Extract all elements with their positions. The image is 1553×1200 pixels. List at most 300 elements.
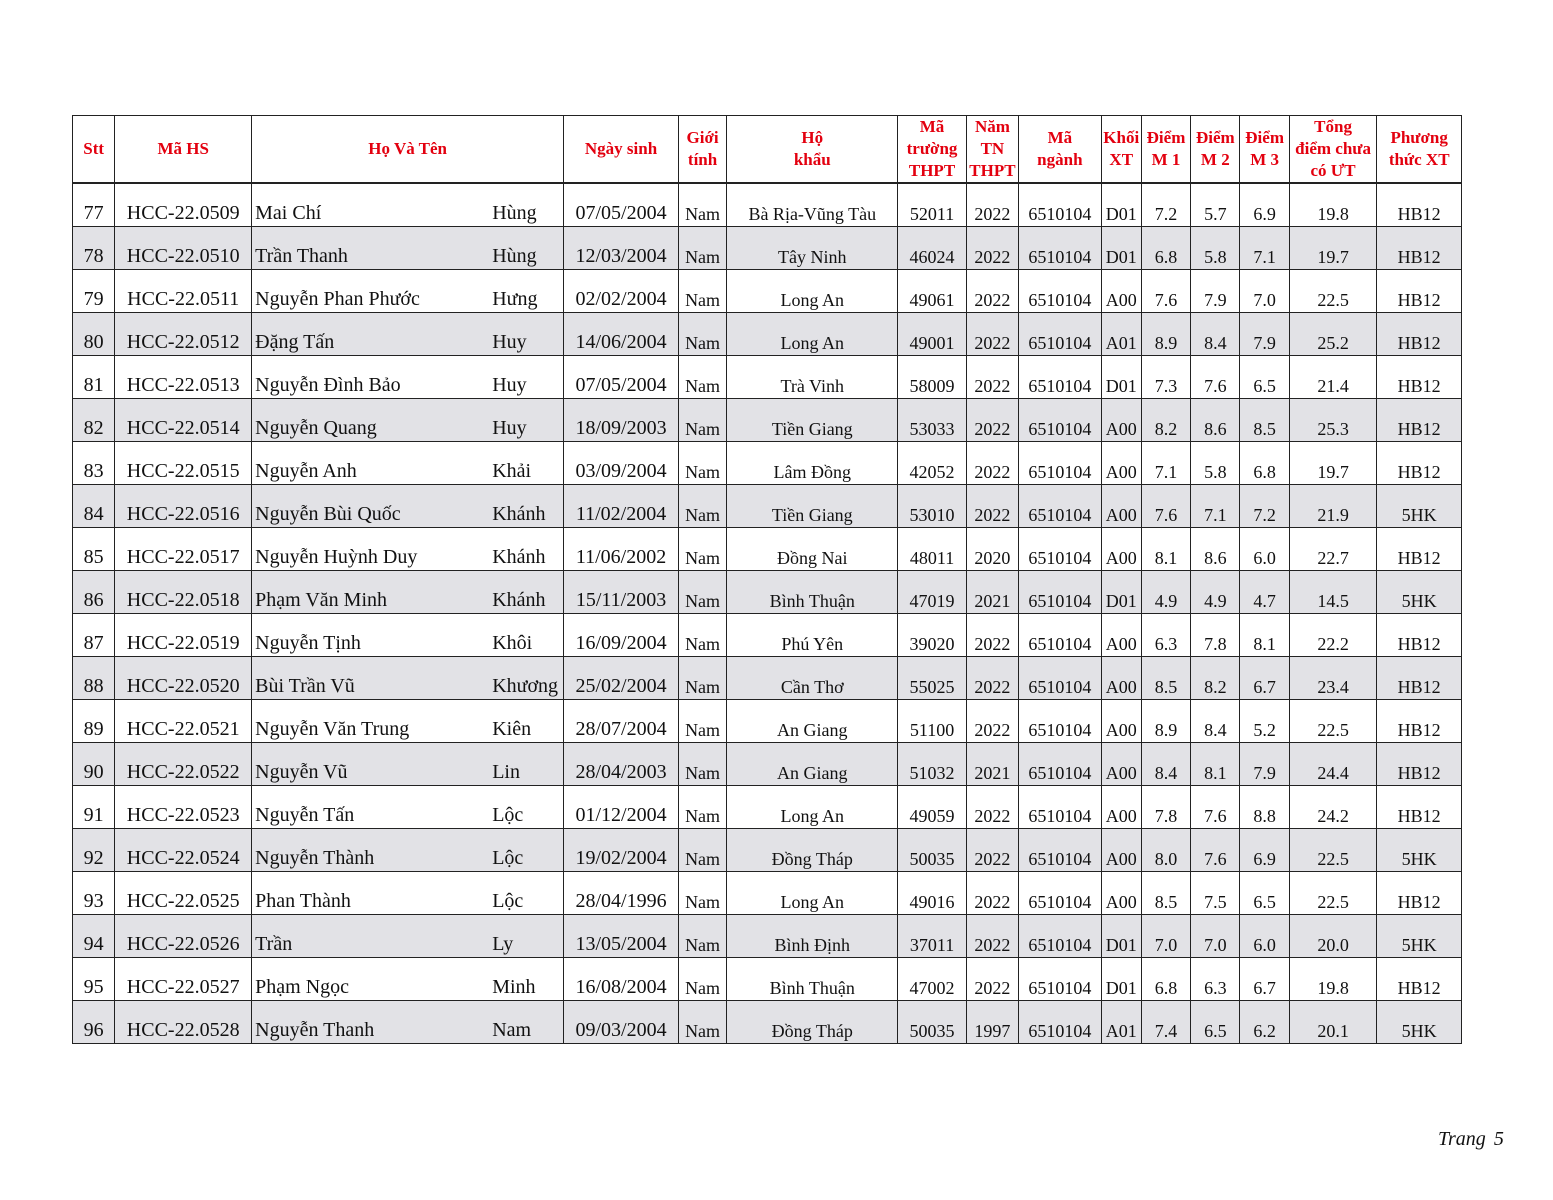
table-row — [73, 700, 1462, 743]
cell-gioi-tinh: Nam — [678, 743, 726, 786]
page-label: Trang — [1438, 1128, 1486, 1150]
cell-phuong-thuc: HB12 — [1377, 743, 1462, 786]
cell-ma-hs: HCC-22.0516 — [115, 485, 252, 528]
header-tong-diem-line3: có ƯT — [1310, 161, 1356, 180]
cell-phuong-thuc: HB12 — [1377, 872, 1462, 915]
cell-ho: Nguyễn Tịnh — [252, 614, 492, 657]
cell-ma-truong: 48011 — [898, 528, 966, 571]
cell-stt: 96 — [73, 1001, 115, 1044]
table-row — [73, 958, 1462, 1001]
cell-diem-m1: 6.3 — [1141, 614, 1190, 657]
cell-ten: Ly — [491, 915, 563, 958]
cell-ma-hs: HCC-22.0521 — [115, 700, 252, 743]
cell-ten: Lộc — [491, 872, 563, 915]
cell-diem-m2: 6.3 — [1191, 958, 1240, 1001]
header-gioi-tinh-line1: Giới — [686, 128, 719, 147]
cell-khoi: D01 — [1101, 915, 1141, 958]
cell-ho: Nguyễn Huỳnh Duy — [252, 528, 492, 571]
cell-tong-diem: 19.8 — [1289, 183, 1377, 227]
cell-diem-m2: 7.0 — [1191, 915, 1240, 958]
cell-stt: 88 — [73, 657, 115, 700]
cell-diem-m1: 8.9 — [1141, 313, 1190, 356]
cell-nam-tn: 2022 — [966, 356, 1018, 399]
cell-ho: Nguyễn Đình Bảo — [252, 356, 492, 399]
cell-ho: Nguyễn Thanh — [252, 1001, 492, 1044]
cell-ma-truong: 51032 — [898, 743, 966, 786]
cell-khoi: D01 — [1101, 571, 1141, 614]
cell-gioi-tinh: Nam — [678, 958, 726, 1001]
cell-gioi-tinh: Nam — [678, 356, 726, 399]
cell-ngay-sinh: 14/06/2004 — [564, 313, 679, 356]
cell-diem-m2: 7.6 — [1191, 829, 1240, 872]
cell-diem-m3: 7.1 — [1240, 227, 1289, 270]
cell-diem-m2: 8.1 — [1191, 743, 1240, 786]
cell-diem-m2: 6.5 — [1191, 1001, 1240, 1044]
cell-diem-m2: 5.8 — [1191, 227, 1240, 270]
cell-ma-nganh: 6510104 — [1019, 829, 1102, 872]
cell-tong-diem: 22.5 — [1289, 700, 1377, 743]
cell-nam-tn: 2022 — [966, 399, 1018, 442]
header-ngay-sinh: Ngày sinh — [564, 116, 679, 184]
cell-ma-hs: HCC-22.0518 — [115, 571, 252, 614]
cell-phuong-thuc: HB12 — [1377, 227, 1462, 270]
table-row — [73, 270, 1462, 313]
cell-ma-truong: 49059 — [898, 786, 966, 829]
header-phuong-thuc-line2: thức XT — [1388, 150, 1450, 169]
cell-ngay-sinh: 09/03/2004 — [564, 1001, 679, 1044]
cell-stt: 86 — [73, 571, 115, 614]
cell-diem-m3: 6.5 — [1240, 356, 1289, 399]
cell-ten: Hùng — [491, 183, 563, 227]
cell-diem-m2: 7.5 — [1191, 872, 1240, 915]
cell-ma-truong: 49061 — [898, 270, 966, 313]
header-phuong-thuc-line1: Phương — [1390, 128, 1448, 147]
cell-khoi: A00 — [1101, 700, 1141, 743]
cell-diem-m3: 5.2 — [1240, 700, 1289, 743]
cell-nam-tn: 2021 — [966, 571, 1018, 614]
cell-diem-m2: 4.9 — [1191, 571, 1240, 614]
cell-ten: Hưng — [491, 270, 563, 313]
cell-ho-khau: Đồng Tháp — [727, 1001, 898, 1044]
cell-ma-truong: 39020 — [898, 614, 966, 657]
cell-ma-nganh: 6510104 — [1019, 700, 1102, 743]
header-diem-m1-line2: M 1 — [1151, 150, 1181, 169]
cell-ten: Minh — [491, 958, 563, 1001]
cell-phuong-thuc: HB12 — [1377, 313, 1462, 356]
cell-khoi: A00 — [1101, 528, 1141, 571]
cell-nam-tn: 2022 — [966, 657, 1018, 700]
cell-phuong-thuc: 5HK — [1377, 1001, 1462, 1044]
header-khoi-xt-line1: Khối — [1103, 128, 1140, 147]
cell-phuong-thuc: HB12 — [1377, 270, 1462, 313]
header-ma-truong-line2: trường — [906, 139, 958, 158]
cell-ten: Nam — [491, 1001, 563, 1044]
cell-ma-truong: 50035 — [898, 1001, 966, 1044]
cell-diem-m3: 6.8 — [1240, 442, 1289, 485]
cell-tong-diem: 19.7 — [1289, 227, 1377, 270]
header-tong-diem — [1289, 116, 1377, 184]
cell-stt: 80 — [73, 313, 115, 356]
cell-ngay-sinh: 13/05/2004 — [564, 915, 679, 958]
cell-stt: 95 — [73, 958, 115, 1001]
cell-nam-tn: 2022 — [966, 872, 1018, 915]
cell-ma-truong: 53033 — [898, 399, 966, 442]
header-nam-tn — [966, 116, 1018, 184]
cell-khoi: A00 — [1101, 829, 1141, 872]
cell-diem-m3: 6.5 — [1240, 872, 1289, 915]
cell-nam-tn: 1997 — [966, 1001, 1018, 1044]
student-admission-table — [72, 115, 1462, 1044]
cell-ma-hs: HCC-22.0524 — [115, 829, 252, 872]
cell-diem-m3: 6.7 — [1240, 657, 1289, 700]
header-khoi-xt — [1101, 116, 1141, 184]
cell-ho: Nguyễn Anh — [252, 442, 492, 485]
cell-ten: Khánh — [491, 571, 563, 614]
cell-ma-nganh: 6510104 — [1019, 958, 1102, 1001]
cell-diem-m3: 6.2 — [1240, 1001, 1289, 1044]
header-tong-diem-line2: điểm chưa — [1295, 139, 1371, 158]
cell-ho-khau: Tây Ninh — [727, 227, 898, 270]
cell-ma-hs: HCC-22.0514 — [115, 399, 252, 442]
cell-diem-m3: 8.8 — [1240, 786, 1289, 829]
cell-diem-m1: 8.1 — [1141, 528, 1190, 571]
cell-stt: 93 — [73, 872, 115, 915]
cell-diem-m1: 7.0 — [1141, 915, 1190, 958]
header-diem-m3-line1: Điểm — [1245, 128, 1284, 147]
cell-ho: Nguyễn Tấn — [252, 786, 492, 829]
table-row — [73, 786, 1462, 829]
cell-stt: 82 — [73, 399, 115, 442]
cell-diem-m3: 8.1 — [1240, 614, 1289, 657]
cell-khoi: A00 — [1101, 614, 1141, 657]
cell-ho: Bùi Trần Vũ — [252, 657, 492, 700]
cell-ma-nganh: 6510104 — [1019, 399, 1102, 442]
cell-nam-tn: 2022 — [966, 700, 1018, 743]
cell-nam-tn: 2022 — [966, 313, 1018, 356]
cell-diem-m1: 8.4 — [1141, 743, 1190, 786]
cell-ma-nganh: 6510104 — [1019, 313, 1102, 356]
cell-tong-diem: 22.5 — [1289, 872, 1377, 915]
cell-ma-hs: HCC-22.0511 — [115, 270, 252, 313]
page-footer — [1438, 1128, 1504, 1151]
header-ho-khau — [727, 116, 898, 184]
cell-stt: 81 — [73, 356, 115, 399]
cell-diem-m1: 4.9 — [1141, 571, 1190, 614]
cell-diem-m3: 7.9 — [1240, 743, 1289, 786]
cell-nam-tn: 2022 — [966, 958, 1018, 1001]
cell-ho-khau: Long An — [727, 313, 898, 356]
cell-stt: 84 — [73, 485, 115, 528]
cell-gioi-tinh: Nam — [678, 786, 726, 829]
cell-phuong-thuc: HB12 — [1377, 356, 1462, 399]
cell-phuong-thuc: 5HK — [1377, 485, 1462, 528]
header-diem-m3-line2: M 3 — [1250, 150, 1280, 169]
cell-ngay-sinh: 18/09/2003 — [564, 399, 679, 442]
cell-phuong-thuc: 5HK — [1377, 829, 1462, 872]
cell-nam-tn: 2022 — [966, 442, 1018, 485]
cell-ho-khau: Trà Vinh — [727, 356, 898, 399]
cell-gioi-tinh: Nam — [678, 399, 726, 442]
cell-diem-m1: 7.6 — [1141, 485, 1190, 528]
cell-ma-truong: 53010 — [898, 485, 966, 528]
cell-ma-truong: 47019 — [898, 571, 966, 614]
cell-stt: 94 — [73, 915, 115, 958]
cell-diem-m1: 8.5 — [1141, 872, 1190, 915]
header-khoi-xt-line2: XT — [1109, 150, 1134, 169]
cell-ten: Huy — [491, 356, 563, 399]
cell-ho-khau: Đồng Tháp — [727, 829, 898, 872]
cell-phuong-thuc: 5HK — [1377, 571, 1462, 614]
cell-nam-tn: 2021 — [966, 743, 1018, 786]
table-row — [73, 528, 1462, 571]
cell-ho: Nguyễn Phan Phước — [252, 270, 492, 313]
header-ho-khau-line1: Hộ — [801, 128, 824, 147]
cell-ten: Kiên — [491, 700, 563, 743]
table-row — [73, 657, 1462, 700]
table-row — [73, 442, 1462, 485]
cell-ma-truong: 49001 — [898, 313, 966, 356]
cell-nam-tn: 2022 — [966, 183, 1018, 227]
cell-gioi-tinh: Nam — [678, 614, 726, 657]
header-row — [73, 116, 1462, 184]
cell-ho: Nguyễn Vũ — [252, 743, 492, 786]
cell-ma-truong: 49016 — [898, 872, 966, 915]
cell-ho: Trần Thanh — [252, 227, 492, 270]
cell-diem-m1: 8.9 — [1141, 700, 1190, 743]
cell-diem-m3: 6.0 — [1240, 528, 1289, 571]
cell-ten: Lộc — [491, 829, 563, 872]
cell-ma-hs: HCC-22.0513 — [115, 356, 252, 399]
header-ma-truong — [898, 116, 966, 184]
cell-ma-hs: HCC-22.0512 — [115, 313, 252, 356]
cell-stt: 79 — [73, 270, 115, 313]
cell-ho: Phan Thành — [252, 872, 492, 915]
table-body — [73, 183, 1462, 1044]
cell-nam-tn: 2022 — [966, 485, 1018, 528]
cell-gioi-tinh: Nam — [678, 829, 726, 872]
table-row — [73, 399, 1462, 442]
cell-ho: Nguyễn Thành — [252, 829, 492, 872]
cell-tong-diem: 25.3 — [1289, 399, 1377, 442]
cell-ho-khau: Phú Yên — [727, 614, 898, 657]
cell-tong-diem: 22.7 — [1289, 528, 1377, 571]
cell-stt: 92 — [73, 829, 115, 872]
cell-ho: Nguyễn Quang — [252, 399, 492, 442]
cell-nam-tn: 2022 — [966, 227, 1018, 270]
cell-diem-m1: 8.2 — [1141, 399, 1190, 442]
cell-gioi-tinh: Nam — [678, 227, 726, 270]
page-number: 5 — [1493, 1128, 1504, 1150]
cell-ten: Khương — [491, 657, 563, 700]
cell-diem-m1: 7.2 — [1141, 183, 1190, 227]
cell-ma-nganh: 6510104 — [1019, 1001, 1102, 1044]
cell-gioi-tinh: Nam — [678, 183, 726, 227]
cell-ho-khau: Bà Rịa-Vũng Tàu — [727, 183, 898, 227]
cell-ma-nganh: 6510104 — [1019, 528, 1102, 571]
cell-diem-m2: 8.4 — [1191, 313, 1240, 356]
cell-diem-m1: 7.8 — [1141, 786, 1190, 829]
table-row — [73, 227, 1462, 270]
cell-ma-nganh: 6510104 — [1019, 227, 1102, 270]
cell-ma-nganh: 6510104 — [1019, 743, 1102, 786]
cell-ma-nganh: 6510104 — [1019, 872, 1102, 915]
cell-gioi-tinh: Nam — [678, 485, 726, 528]
cell-tong-diem: 14.5 — [1289, 571, 1377, 614]
cell-gioi-tinh: Nam — [678, 700, 726, 743]
cell-ngay-sinh: 12/03/2004 — [564, 227, 679, 270]
cell-ma-hs: HCC-22.0528 — [115, 1001, 252, 1044]
header-diem-m3 — [1240, 116, 1289, 184]
cell-gioi-tinh: Nam — [678, 528, 726, 571]
cell-gioi-tinh: Nam — [678, 270, 726, 313]
cell-ma-truong: 46024 — [898, 227, 966, 270]
cell-diem-m1: 7.3 — [1141, 356, 1190, 399]
cell-diem-m3: 6.9 — [1240, 829, 1289, 872]
cell-ma-nganh: 6510104 — [1019, 442, 1102, 485]
cell-khoi: A00 — [1101, 786, 1141, 829]
cell-diem-m2: 7.9 — [1191, 270, 1240, 313]
cell-ngay-sinh: 15/11/2003 — [564, 571, 679, 614]
header-nam-tn-line2: TN — [980, 139, 1005, 158]
cell-ma-truong: 50035 — [898, 829, 966, 872]
cell-ma-truong: 51100 — [898, 700, 966, 743]
cell-nam-tn: 2022 — [966, 915, 1018, 958]
table-header — [73, 116, 1462, 184]
header-gioi-tinh — [678, 116, 726, 184]
cell-ma-truong: 47002 — [898, 958, 966, 1001]
cell-phuong-thuc: HB12 — [1377, 528, 1462, 571]
cell-ma-nganh: 6510104 — [1019, 915, 1102, 958]
cell-ngay-sinh: 28/04/1996 — [564, 872, 679, 915]
cell-ho-khau: Tiền Giang — [727, 399, 898, 442]
cell-tong-diem: 24.4 — [1289, 743, 1377, 786]
cell-ho: Trần — [252, 915, 492, 958]
cell-khoi: A00 — [1101, 657, 1141, 700]
cell-tong-diem: 22.5 — [1289, 829, 1377, 872]
cell-ten: Huy — [491, 313, 563, 356]
cell-ngay-sinh: 01/12/2004 — [564, 786, 679, 829]
cell-diem-m1: 8.5 — [1141, 657, 1190, 700]
cell-phuong-thuc: HB12 — [1377, 183, 1462, 227]
cell-phuong-thuc: HB12 — [1377, 442, 1462, 485]
header-diem-m1 — [1141, 116, 1190, 184]
cell-diem-m3: 7.2 — [1240, 485, 1289, 528]
cell-ma-truong: 58009 — [898, 356, 966, 399]
cell-phuong-thuc: HB12 — [1377, 786, 1462, 829]
cell-khoi: D01 — [1101, 356, 1141, 399]
cell-tong-diem: 25.2 — [1289, 313, 1377, 356]
header-ma-nganh — [1019, 116, 1102, 184]
cell-ma-nganh: 6510104 — [1019, 183, 1102, 227]
header-ma-hs: Mã HS — [115, 116, 252, 184]
cell-ho-khau: Bình Định — [727, 915, 898, 958]
cell-ngay-sinh: 16/08/2004 — [564, 958, 679, 1001]
cell-ngay-sinh: 11/06/2002 — [564, 528, 679, 571]
cell-ho: Mai Chí — [252, 183, 492, 227]
table-row — [73, 872, 1462, 915]
header-ma-nganh-line2: ngành — [1037, 150, 1083, 169]
cell-ho-khau: Bình Thuận — [727, 571, 898, 614]
cell-ngay-sinh: 07/05/2004 — [564, 356, 679, 399]
cell-phuong-thuc: HB12 — [1377, 657, 1462, 700]
cell-ten: Khải — [491, 442, 563, 485]
cell-khoi: A01 — [1101, 313, 1141, 356]
cell-ho: Nguyễn Văn Trung — [252, 700, 492, 743]
cell-ho: Phạm Văn Minh — [252, 571, 492, 614]
cell-phuong-thuc: HB12 — [1377, 399, 1462, 442]
cell-ma-hs: HCC-22.0519 — [115, 614, 252, 657]
cell-ngay-sinh: 28/04/2003 — [564, 743, 679, 786]
cell-ma-hs: HCC-22.0522 — [115, 743, 252, 786]
cell-ma-truong: 55025 — [898, 657, 966, 700]
table-row — [73, 614, 1462, 657]
cell-khoi: A00 — [1101, 485, 1141, 528]
cell-tong-diem: 24.2 — [1289, 786, 1377, 829]
cell-ho: Nguyễn Bùi Quốc — [252, 485, 492, 528]
cell-diem-m3: 4.7 — [1240, 571, 1289, 614]
cell-ma-hs: HCC-22.0523 — [115, 786, 252, 829]
cell-ngay-sinh: 07/05/2004 — [564, 183, 679, 227]
cell-ten: Hùng — [491, 227, 563, 270]
cell-tong-diem: 21.4 — [1289, 356, 1377, 399]
cell-diem-m2: 5.7 — [1191, 183, 1240, 227]
cell-gioi-tinh: Nam — [678, 657, 726, 700]
table-row — [73, 313, 1462, 356]
cell-phuong-thuc: HB12 — [1377, 958, 1462, 1001]
cell-phuong-thuc: 5HK — [1377, 915, 1462, 958]
cell-khoi: A01 — [1101, 1001, 1141, 1044]
cell-stt: 77 — [73, 183, 115, 227]
header-phuong-thuc — [1377, 116, 1462, 184]
header-diem-m2 — [1191, 116, 1240, 184]
cell-ho-khau: An Giang — [727, 743, 898, 786]
table-row — [73, 571, 1462, 614]
cell-diem-m2: 7.1 — [1191, 485, 1240, 528]
cell-tong-diem: 22.2 — [1289, 614, 1377, 657]
cell-stt: 89 — [73, 700, 115, 743]
cell-tong-diem: 19.8 — [1289, 958, 1377, 1001]
cell-ho-khau: Cần Thơ — [727, 657, 898, 700]
cell-gioi-tinh: Nam — [678, 313, 726, 356]
cell-ho-khau: Long An — [727, 872, 898, 915]
cell-diem-m2: 7.6 — [1191, 786, 1240, 829]
cell-gioi-tinh: Nam — [678, 872, 726, 915]
header-ho-va-ten: Họ Và Tên — [252, 116, 564, 184]
cell-ho: Đặng Tấn — [252, 313, 492, 356]
table-row — [73, 743, 1462, 786]
cell-ma-hs: HCC-22.0517 — [115, 528, 252, 571]
cell-stt: 91 — [73, 786, 115, 829]
cell-ho-khau: An Giang — [727, 700, 898, 743]
cell-stt: 87 — [73, 614, 115, 657]
cell-ngay-sinh: 25/02/2004 — [564, 657, 679, 700]
cell-ma-hs: HCC-22.0515 — [115, 442, 252, 485]
cell-ho-khau: Long An — [727, 270, 898, 313]
cell-stt: 85 — [73, 528, 115, 571]
table-row — [73, 356, 1462, 399]
cell-ten: Khôi — [491, 614, 563, 657]
cell-nam-tn: 2020 — [966, 528, 1018, 571]
cell-khoi: A00 — [1101, 270, 1141, 313]
header-diem-m2-line1: Điểm — [1195, 128, 1235, 147]
cell-ho-khau: Bình Thuận — [727, 958, 898, 1001]
cell-gioi-tinh: Nam — [678, 1001, 726, 1044]
cell-khoi: A00 — [1101, 872, 1141, 915]
cell-ma-hs: HCC-22.0527 — [115, 958, 252, 1001]
cell-ten: Lin — [491, 743, 563, 786]
cell-khoi: D01 — [1101, 958, 1141, 1001]
header-nam-tn-line1: Năm — [974, 117, 1010, 136]
